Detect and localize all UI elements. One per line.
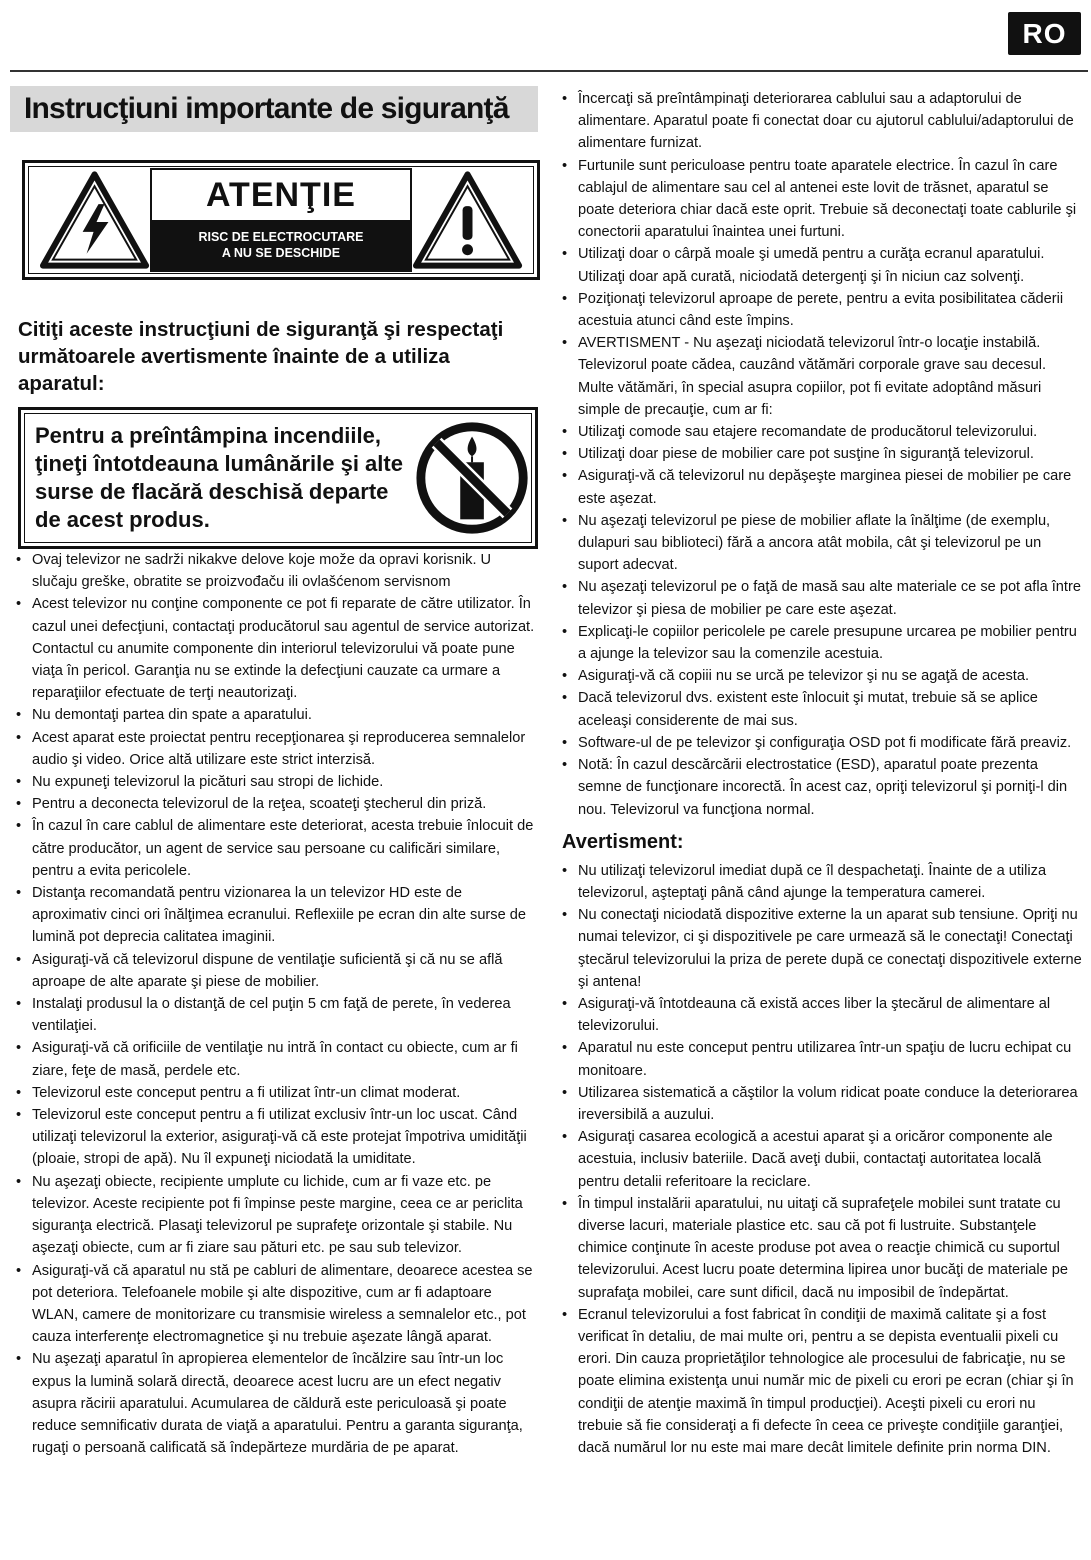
list-item: • Asiguraţi-vă că televizorul nu depăşeşte marginea piesei de mobilier pe care este aşezat. bbox=[556, 465, 1084, 509]
caution-line-2: A NU SE DESCHIDE bbox=[221, 246, 341, 260]
list-item: • Utilizaţi doar piese de mobilier care pot susţine în siguranţă televizorul. bbox=[556, 443, 1084, 465]
caution-label bbox=[22, 160, 540, 280]
exclamation-icon bbox=[412, 170, 523, 270]
header-rule bbox=[10, 70, 1088, 72]
list-item: • Asiguraţi-vă că orificiile de ventilaţie nu intră în contact cu obiecte, cum ar fi ziare, feţe de masă, perdele etc. bbox=[10, 1037, 538, 1081]
list-item: • Explicaţi-le copiilor pericolele pe carele presupune urcarea pe mobilier pentru a ajunge la televizor sau la comenzile acestuia. bbox=[556, 621, 1084, 665]
list-item: • Asiguraţi-vă că televizorul dispune de ventilaţie suficientă şi că nu se află aproape de alte aparate şi piese de mobilier. bbox=[10, 949, 538, 993]
left-safety-list bbox=[10, 549, 538, 1459]
no-open-flame-icon bbox=[413, 418, 531, 538]
list-item: • Nu utilizaţi televizorul imediat după ce îl despachetaţi. Înainte de a utiliza televizorul, aşteptaţi până când ajunge la temperatura camerei. bbox=[556, 860, 1084, 904]
list-item: • Distanţa recomandată pentru vizionarea la un televizor HD este de aproximativ cinci ori înălţimea ecranului. Reflexiile pe ecran din alte surse de lumină pot deprecia calitatea imaginii. bbox=[10, 882, 538, 949]
list-item: • Ecranul televizorului a fost fabricat în condiţii de maximă calitate şi a fost verificat în detaliu, de mai multe ori, pentru a se depista eventualii pixeli cu erori. Din cauza proprietăţilor tehnologice ale procesului de fabricaţie, nu se poate elimina existenţa unui număr mic de pixeli cu erori pe ecran (chiar şi în condiţii de atenţie maximă în timpul producţiei). Aceşti pixeli cu erori nu trebuie să fie consideraţi a fi defecte în ceea ce priveşte condiţiile garanţiei, dacă numărul lor nu este mai mare decât limitele definite prin norma DIN. bbox=[556, 1304, 1084, 1459]
list-item: • Dacă televizorul dvs. existent este înlocuit şi mutat, trebuie să se aplice aceleaşi considerente de mai sus. bbox=[556, 687, 1084, 731]
intro-text: Citiţi aceste instrucţiuni de siguranţă şi respectaţi următoarele avertismente înainte de a utiliza aparatul: bbox=[18, 318, 504, 395]
right-safety-list bbox=[556, 88, 1084, 821]
list-item: • Televizorul este conceput pentru a fi utilizat într-un climat moderat. bbox=[10, 1082, 538, 1104]
list-item: • Asiguraţi casarea ecologică a acestui aparat şi a oricăror componente ale acestuia, inclusiv bateriile. Dacă aveţi dubii, contactaţi autoritatea locală pentru detalii referitoare la reciclare. bbox=[556, 1126, 1084, 1193]
right-column bbox=[556, 88, 1084, 1459]
list-item: • AVERTISMENT - Nu aşezaţi niciodată televizorul într-o locaţie instabilă. Televizorul poate cădea, cauzând vătămări corporale grave sau decesul. Multe vătămări, în special asupra copiilor, pot fi evitate adoptând măsuri simple de precauţie, cum ar fi: bbox=[556, 332, 1084, 421]
list-item: • Poziţionaţi televizorul aproape de perete, pentru a evita posibilitatea căderii acestuia atunci când este împins. bbox=[556, 288, 1084, 332]
left-column bbox=[10, 86, 538, 1459]
list-item: • Software-ul de pe televizor şi configuraţia OSD pot fi modificate fără preaviz. bbox=[556, 732, 1084, 754]
list-item: • Furtunile sunt periculoase pentru toate aparatele electrice. În cazul în care cablajul de alimentare sau cel al antenei este lovit de trăsnet, aparatul se poate deteriora chiar dacă este oprit. Trebuie să deconectaţi toate cablurile şi conectorii aparatului înaintea unei furtuni. bbox=[556, 155, 1084, 244]
page-title: Instrucţiuni importante de siguranţă bbox=[10, 86, 538, 132]
list-item: • Nu aşezaţi obiecte, recipiente umplute cu lichide, cum ar fi vaze etc. pe televizor. Aceste recipiente pot fi împinse peste margine, ceea ce ar periclita siguranţa electrică. Plasaţi televizorul pe suprafeţe orizontale şi stabile. Nu aşezaţi obiecte, cum ar fi ziare sau pături etc. pe sau sub televizor. bbox=[10, 1171, 538, 1260]
list-item: • Utilizaţi doar o cârpă moale şi umedă pentru a curăţa ecranul aparatului. Utilizaţi doar apă curată, niciodată detergenţi şi în niciun caz solvenţi. bbox=[556, 243, 1084, 287]
list-item: • În timpul instalării aparatului, nu uitaţi că suprafeţele mobilei sunt tratate cu diverse lacuri, materiale plastice etc. sau că pot fi lustruite. Substanţele chimice conţinute în aceste produse pot avea o reacţie chimică cu suportul televizorului. Acest lucru poate determina lipirea unor bucăţi de materiale pe suprafaţa mobilei, care sunt dificil, dacă nu imposibil de îndepărtat. bbox=[556, 1193, 1084, 1304]
list-item: • Televizorul este conceput pentru a fi utilizat exclusiv într-un loc uscat. Când utilizaţi televizorul la exterior, asiguraţi-vă că este protejat împotriva umidităţii (ploaie, stropi de apă). Nu îl expuneţi niciodată la umiditate. bbox=[10, 1104, 538, 1171]
list-item: • Utilizarea sistematică a căştilor la volum ridicat poate conduce la deteriorarea ireversibilă a auzului. bbox=[556, 1082, 1084, 1126]
list-item: • Asiguraţi-vă întotdeauna că există acces liber la ştecărul de alimentare al televizorului. bbox=[556, 993, 1084, 1037]
list-item: • Nu aşezaţi aparatul în apropierea elementelor de încălzire sau într-un loc expus la lumină solară directă, deoarece acest lucru are un efect negativ asupra răcirii aparatului. Acumularea de căldură este periculoasă şi poate reduce semnificativ durata de viaţă a aparatului. Pentru a garanta siguranţa, rugaţi o persoană calificată să îndepărteze murdăria de pe aparat. bbox=[10, 1348, 538, 1459]
list-item: • Ovaj televizor ne sadrži nikakve delove koje može da opravi korisnik. U slučaju greške, obratite se proizvođaču ili ovlašćenom servisnom bbox=[10, 549, 538, 593]
caution-line-1: RISC DE ELECTROCUTARE bbox=[198, 230, 364, 244]
list-item: • Încercaţi să preîntâmpinaţi deteriorarea cablului sau a adaptorului de alimentare. Aparatul poate fi conectat doar cu ajutorul cablului/adaptorului de alimentare furnizat. bbox=[556, 88, 1084, 155]
language-badge: RO bbox=[1008, 12, 1081, 55]
electric-hazard-icon bbox=[39, 170, 150, 270]
list-item: • Nu conectaţi niciodată dispozitive externe la un aparat sub tensiune. Opriţi nu numai televizor, ci şi dispozitivele pe care urmează să le conectaţi! Conectaţi ştecărul televizorului la priza de perete după ce conectaţi dispozitivele externe şi antena! bbox=[556, 904, 1084, 993]
list-item: • Instalaţi produsul la o distanţă de cel puţin 5 cm faţă de perete, în vederea ventilaţiei. bbox=[10, 993, 538, 1037]
caution-heading: ATENŢIE bbox=[206, 175, 356, 214]
list-item: • În cazul în care cablul de alimentare este deteriorat, acesta trebuie înlocuit de către producător, un agent de service sau persoane cu calificări similare, pentru a evita pericolele. bbox=[10, 815, 538, 882]
caution-panel bbox=[150, 168, 412, 272]
list-item: • Acest televizor nu conţine componente ce pot fi reparate de către utilizator. În cazul unei defecţiuni, contactaţi producătorul sau agentul de service autorizat. Contactul cu anumite componente din interiorul televizorului vă poate pune viaţa în pericol. Garanţia nu se extinde la defecţiuni cauzate ca urmare a reparaţiilor efectuate de terţi neautorizaţi. bbox=[10, 593, 538, 704]
list-item: • Asiguraţi-vă că aparatul nu stă pe cabluri de alimentare, deoarece acestea se pot deteriora. Telefoanele mobile şi alte dispozitive, cum ar fi adaptoare WLAN, camere de monitorizare cu transmisie wireless a semnalelor etc., pot cauza interferenţe electromagnetice şi nu trebuie aşezate lângă aparat. bbox=[10, 1260, 538, 1349]
list-item: • Nu aşezaţi televizorul pe o faţă de masă sau alte materiale ce se pot afla între televizor şi piesa de mobilier pe care este aşezat. bbox=[556, 576, 1084, 620]
list-item: • Utilizaţi comode sau etajere recomandate de producătorul televizorului. bbox=[556, 421, 1084, 443]
list-item: • Nu aşezaţi televizorul pe piese de mobilier aflate la înălţime (de exemplu, dulapuri sau biblioteci) fără a ancora atât mobila, cât şi televizorul pe un suport adecvat. bbox=[556, 510, 1084, 577]
list-item: • Nu expuneţi televizorul la picături sau stropi de lichide. bbox=[10, 771, 538, 793]
warning-list bbox=[556, 860, 1084, 1459]
list-item: • Asiguraţi-vă că copiii nu se urcă pe televizor şi nu se agaţă de acesta. bbox=[556, 665, 1084, 687]
list-item: • Notă: În cazul descărcării electrostatice (ESD), aparatul poate prezenta semne de funcţionare incorectă. În acest caz, opriţi televizorul şi porniţi-l din nou. Televizorul va funcţiona normal. bbox=[556, 754, 1084, 821]
list-item: • Aparatul nu este conceput pentru utilizarea într-un spaţiu de lucru echipat cu monitoare. bbox=[556, 1037, 1084, 1081]
list-item: • Acest aparat este proiectat pentru recepţionarea şi reproducerea semnalelor audio şi video. Orice altă utilizare este strict interzisă. bbox=[10, 727, 538, 771]
warning-heading: Avertisment: bbox=[562, 830, 684, 853]
fire-warning-box bbox=[18, 407, 538, 549]
list-item: • Pentru a deconecta televizorul de la reţea, scoateţi ştecherul din priză. bbox=[10, 793, 538, 815]
list-item: • Nu demontaţi partea din spate a aparatului. bbox=[10, 704, 538, 726]
fire-warning-text: Pentru a preîntâmpina incendiile, ţineţi întotdeauna lumânările şi alte surse de flacără deschisă departe de acest produs. bbox=[35, 423, 403, 532]
